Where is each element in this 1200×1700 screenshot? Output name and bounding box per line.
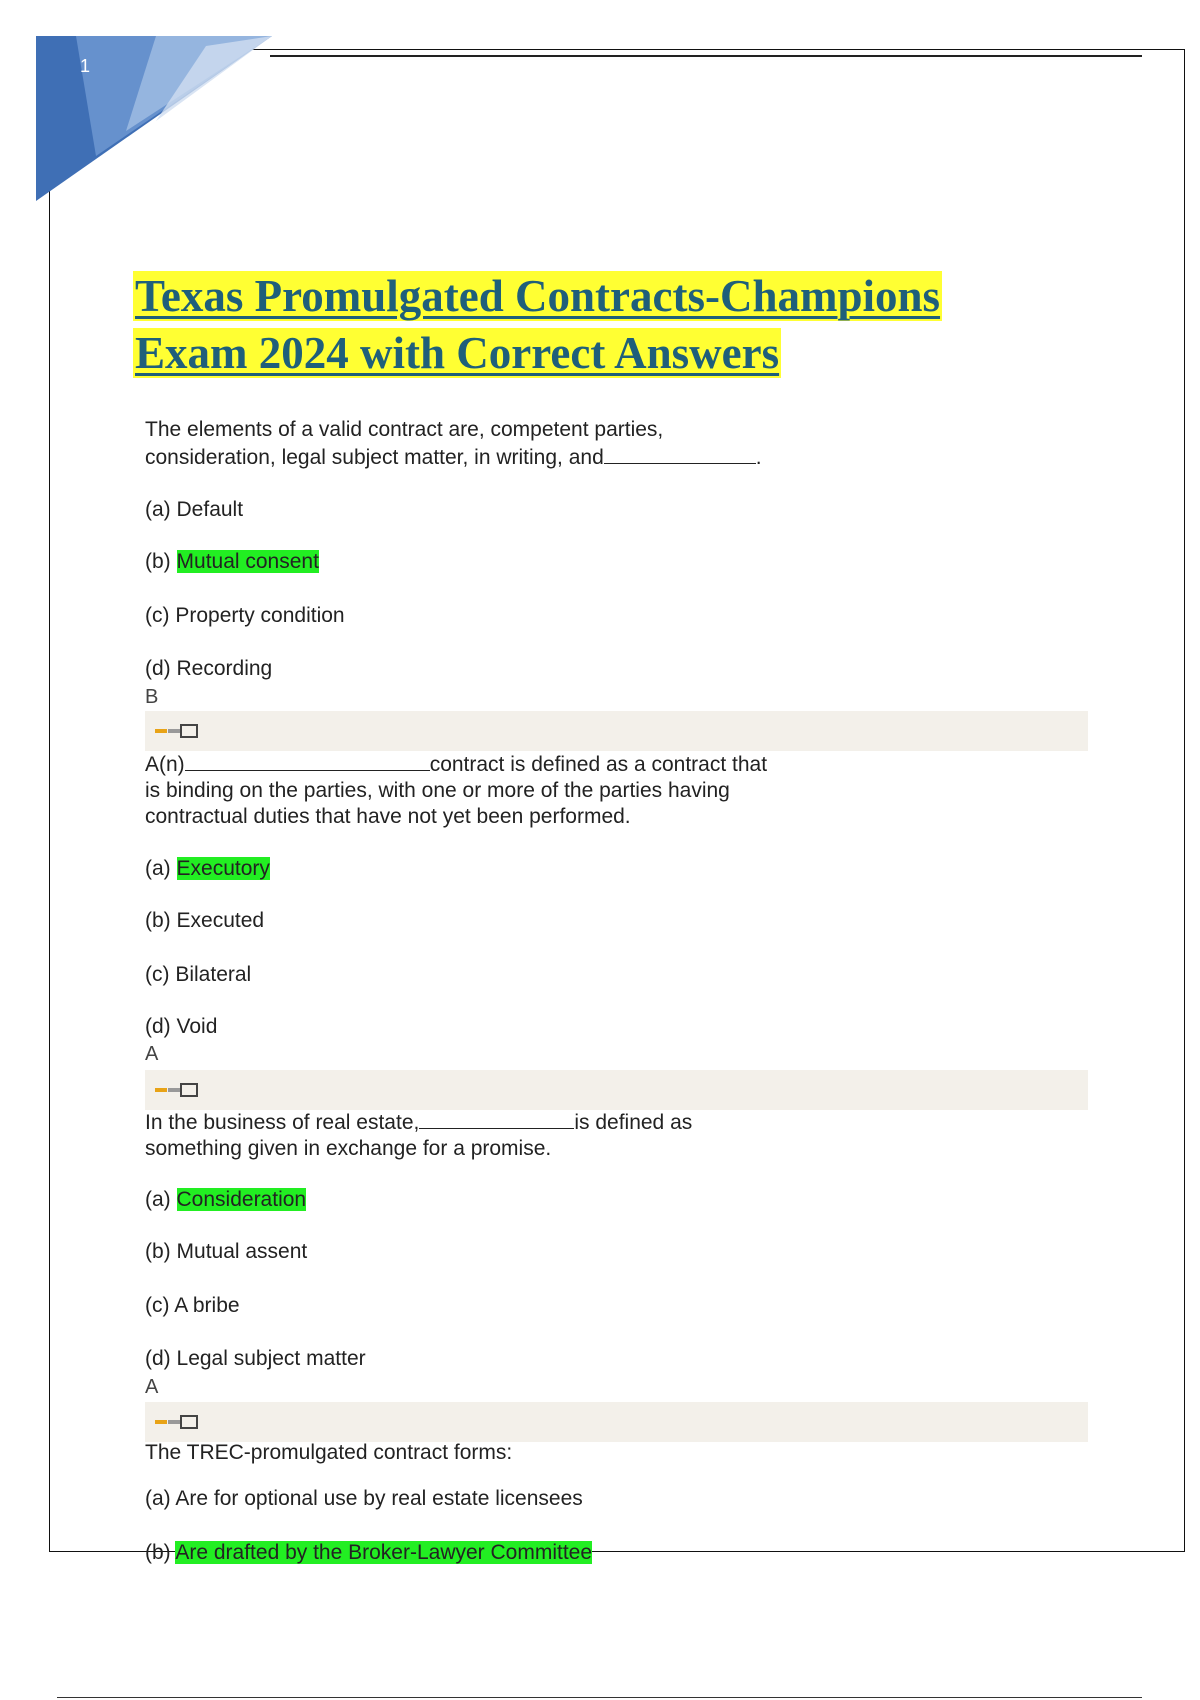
option-text-highlighted: Mutual consent: [176, 550, 319, 573]
stem-text: contract is defined as a contract that: [429, 753, 768, 776]
option-letter: (b): [145, 909, 171, 932]
key-icon: [155, 724, 199, 738]
option-text-highlighted: Consideration: [176, 1188, 307, 1211]
header-rule: [270, 55, 1142, 57]
question-3: [145, 1108, 1095, 1162]
option-letter: (b): [145, 1541, 171, 1564]
option-text: Executed: [176, 909, 265, 932]
fill-blank: [604, 443, 756, 464]
question-1: [145, 417, 1095, 471]
question-1-stem: [145, 417, 1095, 471]
option-text: A bribe: [174, 1294, 240, 1317]
question-2-option-d: [145, 1014, 217, 1040]
title-line-1: Texas Promulgated Contracts-Champions: [135, 271, 941, 321]
option-letter: (a): [145, 1188, 171, 1211]
corner-ribbon-decoration: [36, 36, 276, 201]
option-letter: (a): [145, 1487, 171, 1510]
question-4-option-a: [145, 1486, 583, 1512]
option-text-highlighted: Executory: [176, 857, 270, 880]
question-3-stem: [145, 1108, 1095, 1162]
question-1-option-b: [145, 549, 319, 575]
option-text: Legal subject matter: [176, 1347, 366, 1370]
option-letter: (a): [145, 498, 171, 521]
stem-text: .: [755, 446, 762, 469]
question-1-option-a: [145, 497, 243, 523]
question-2: [145, 750, 1095, 830]
option-text: Are for optional use by real estate licensees: [175, 1487, 583, 1510]
question-4-stem: The TREC-promulgated contract forms:: [145, 1441, 513, 1464]
stem-text: is defined as: [574, 1111, 693, 1134]
option-letter: (c): [145, 963, 170, 986]
key-icon: [155, 1415, 199, 1429]
fill-blank: [419, 1108, 574, 1129]
option-letter: (c): [145, 1294, 170, 1317]
stem-text: something given in exchange for a promise.: [145, 1137, 552, 1160]
page-number: 1: [80, 56, 91, 76]
question-divider: [145, 1070, 1088, 1110]
title-line-2: Exam 2024 with Correct Answers: [135, 328, 780, 378]
option-letter: (b): [145, 550, 171, 573]
question-2-option-a: [145, 856, 270, 882]
option-text: Mutual assent: [176, 1240, 308, 1263]
question-3-option-b: [145, 1239, 307, 1265]
stem-text: contractual duties that have not yet been performed.: [145, 805, 631, 828]
fill-blank: [185, 750, 430, 771]
stem-text: A(n): [145, 753, 185, 776]
option-text: Recording: [176, 657, 273, 680]
question-1-option-c: [145, 603, 345, 629]
stem-text: In the business of real estate,: [145, 1111, 420, 1134]
option-letter: (d): [145, 1347, 171, 1370]
option-text: Property condition: [175, 604, 345, 627]
question-3-option-a: [145, 1187, 306, 1213]
question-2-option-c: [145, 962, 251, 988]
stem-text: is binding on the parties, with one or more of the parties having: [145, 779, 730, 802]
option-text: Bilateral: [175, 963, 252, 986]
question-2-answer: A: [145, 1043, 159, 1065]
footer-rule: [57, 1697, 1142, 1698]
option-letter: (a): [145, 857, 171, 880]
question-2-stem: [145, 750, 1095, 830]
question-4-option-b: [145, 1540, 592, 1566]
option-letter: (b): [145, 1240, 171, 1263]
option-letter: (c): [145, 604, 170, 627]
question-3-option-c: [145, 1293, 240, 1319]
document-title: [133, 268, 942, 382]
question-3-option-d: [145, 1346, 366, 1372]
question-divider: [145, 711, 1088, 751]
question-3-answer: A: [145, 1376, 159, 1398]
option-text: Default: [176, 498, 244, 521]
stem-text: consideration, legal subject matter, in writing, and: [145, 446, 604, 469]
option-letter: (d): [145, 657, 171, 680]
stem-text: The elements of a valid contract are, competent parties,: [145, 418, 664, 441]
option-letter: (d): [145, 1015, 171, 1038]
question-1-option-d: [145, 656, 272, 682]
option-text-highlighted: Are drafted by the Broker-Lawyer Committee: [175, 1541, 593, 1564]
key-icon: [155, 1083, 199, 1097]
option-text: Void: [176, 1015, 218, 1038]
question-2-option-b: [145, 908, 264, 934]
question-divider: [145, 1402, 1088, 1442]
question-1-answer: B: [145, 686, 159, 708]
